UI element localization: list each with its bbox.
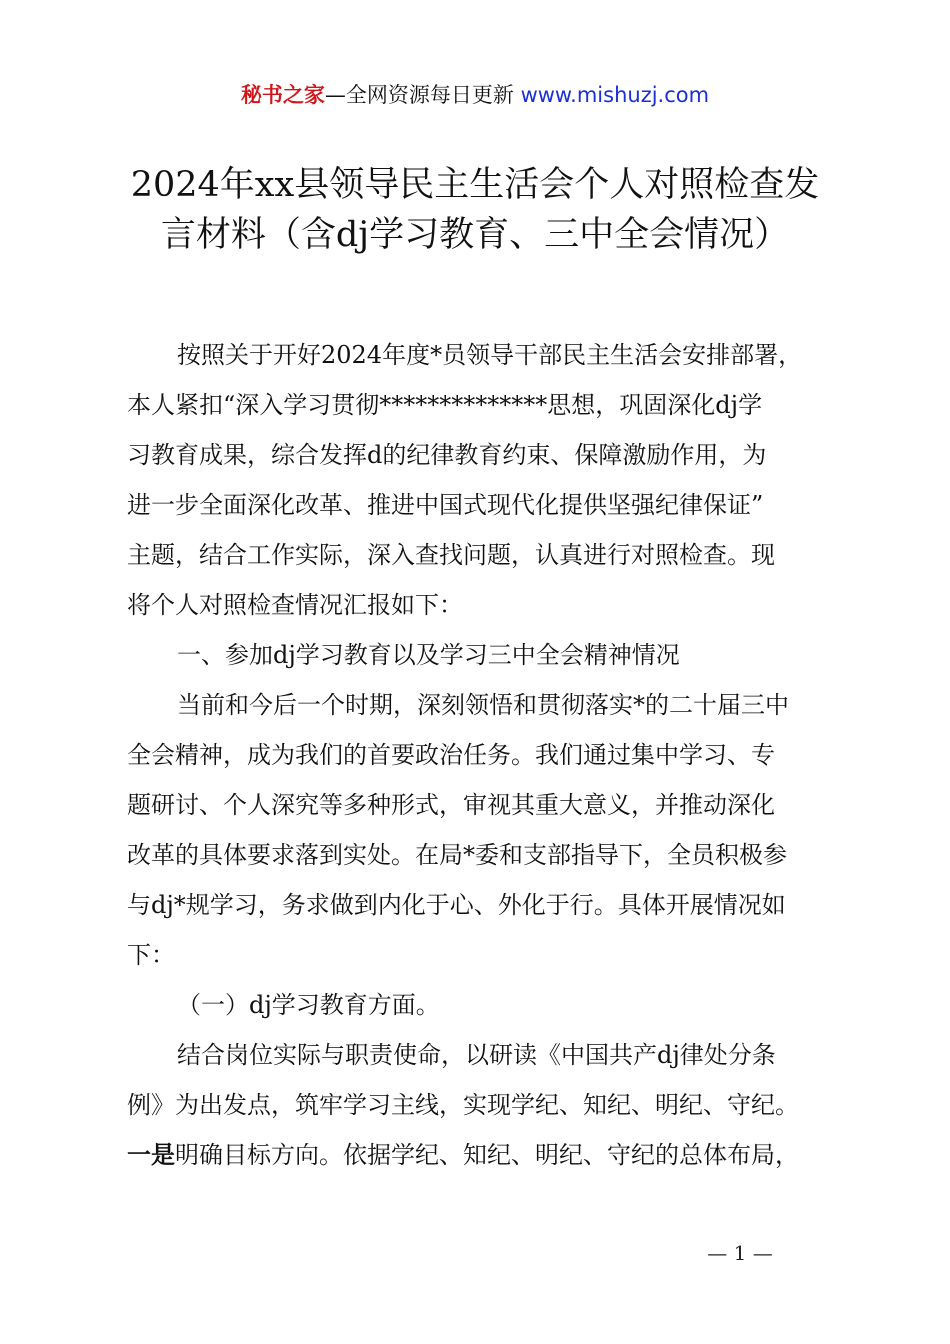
- title-line-1: 2024年xx县领导民主生活会个人对照检查发: [130, 165, 820, 205]
- document-title: [0, 160, 950, 260]
- site-url-link[interactable]: www.mishuzj.com: [520, 83, 710, 107]
- paragraph-line: 进一步全面深化改革、推进中国式现代化提供坚强纪律保证”: [127, 491, 764, 519]
- paragraph-line: 本人紧扣“深入学习贯彻**************思想，巩固深化dj学: [127, 391, 763, 419]
- emphasis-text: 明确目标方向。依据学纪、知纪、明纪、守纪的总体布局，: [175, 1141, 799, 1169]
- paragraph-line: 主题，结合工作实际，深入查找问题，认真进行对照检查。现: [127, 541, 775, 569]
- paragraph-line: 与dj*规学习，务求做到内化于心、外化于行。具体开展情况如: [127, 891, 786, 919]
- site-brand: 秘书之家: [240, 83, 325, 107]
- paragraph-line: 例》为出发点，筑牢学习主线，实现学纪、知纪、明纪、守纪。: [127, 1091, 799, 1119]
- emphasis-label: 一是: [127, 1140, 175, 1169]
- paragraph-line: 改革的具体要求落到实处。在局*委和支部指导下，全员积极参: [127, 841, 787, 869]
- document-body: [127, 330, 837, 1180]
- title-line-2: 言材料（含dj学习教育、三中全会情况）: [160, 215, 790, 255]
- paragraph-line: 将个人对照检查情况汇报如下：: [127, 591, 463, 619]
- paragraph-line: 全会精神，成为我们的首要政治任务。我们通过集中学习、专: [127, 741, 775, 769]
- site-header: [0, 80, 950, 110]
- paragraph-line-last: [127, 1130, 837, 1180]
- paragraph-line: 结合岗位实际与职责使命，以研读《中国共产dj律处分条: [177, 1041, 776, 1069]
- paragraph-line: 习教育成果，综合发挥d的纪律教育约束、保障激励作用，为: [127, 441, 767, 469]
- site-tagline: —全网资源每日更新: [324, 83, 521, 107]
- paragraph-line: 题研讨、个人深究等多种形式，审视其重大意义，并推动深化: [127, 791, 775, 819]
- paragraph-line: 当前和今后一个时期，深刻领悟和贯彻落实*的二十届三中: [177, 691, 789, 719]
- page-number: — 1 —: [707, 1241, 773, 1265]
- paragraph-line: 下：: [127, 941, 175, 969]
- paragraph-line: 按照关于开好2024年度*员领导干部民主生活会安排部署，: [177, 341, 803, 369]
- subsection-heading: （一）dj学习教育方面。: [177, 991, 440, 1019]
- section-heading: 一、参加dj学习教育以及学习三中全会精神情况: [177, 641, 680, 669]
